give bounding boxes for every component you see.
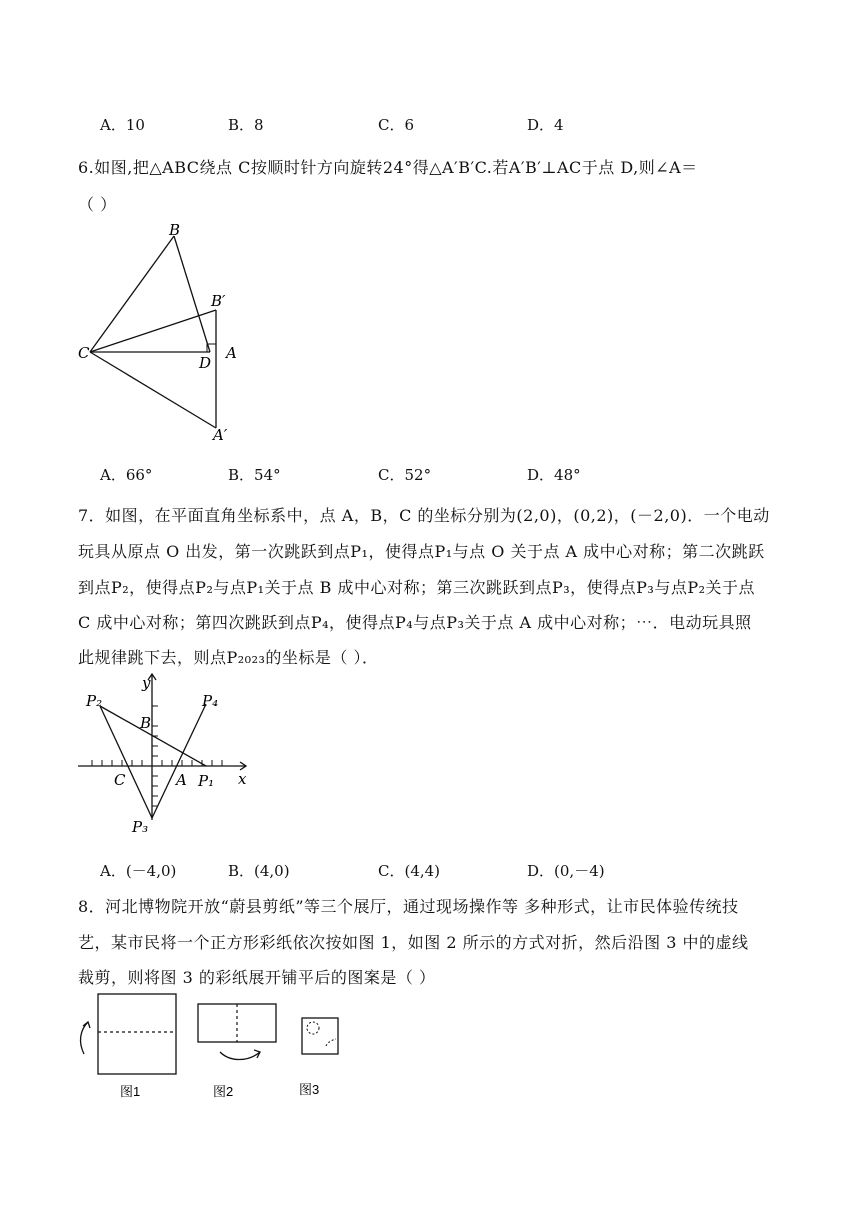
fold-arrow-icon — [220, 1052, 260, 1060]
q7-option-d: D．(0,－4) — [527, 862, 605, 880]
q6-label-c: C — [78, 344, 90, 362]
q5-option-c: C．6 — [378, 116, 415, 134]
q8-stem-line2: 艺，某市民将一个正方形彩纸依次按如图 1，如图 2 所示的方式对折，然后沿图 3 中的虚线 — [78, 933, 749, 952]
q7-label-p2: P₂ — [86, 692, 103, 710]
q6-option-c: C．52° — [378, 466, 432, 484]
q6-option-a: A．66° — [100, 466, 153, 484]
q7-stem-line3: 到点P₂，使得点P₂与点P₁关于点 B 成中心对称；第三次跳跃到点P₃，使得点P₃与点P₂关于点 — [78, 578, 756, 597]
q6-stem-line1: 6.如图,把△ABC绕点 C按顺时针方向旋转24°得△A′B′C.若A′B′⊥AC于点 D,则∠A＝ — [78, 158, 698, 177]
q8-figure-1 — [81, 994, 176, 1074]
q7-label-p1: P₁ — [198, 772, 215, 790]
q7-stem-line1: 7．如图，在平面直角坐标系中，点 A，B，C 的坐标分别为(2,0)，(0,2)，(－2,0)．一个电动 — [78, 506, 770, 525]
q6-stem-line2: （ ） — [78, 195, 117, 214]
q7-label-y: y — [142, 674, 151, 692]
q6-label-b: B — [169, 221, 181, 239]
q7-label-x: x — [238, 770, 247, 788]
q7-stem-line5: 此规律跳下去，则点P₂₀₂₃的坐标是（ ）． — [78, 648, 379, 667]
q7-label-b: B — [140, 714, 152, 732]
fold-arrow-icon — [81, 1022, 88, 1054]
q7-option-b: B．(4,0) — [228, 862, 290, 880]
q6-label-a-prime: A′ — [213, 426, 228, 444]
q6-label-a: A — [226, 344, 237, 362]
q6-label-b-prime: B′ — [211, 292, 226, 310]
q7-option-a: A．(－4,0) — [100, 862, 177, 880]
q8-caption-2: 图2 — [213, 1084, 234, 1099]
q8-stem-line1: 8．河北博物院开放“蔚县剪纸”等三个展厅，通过现场操作等 多种形式，让市民体验传统技 — [78, 897, 739, 916]
q8-stem-line3: 裁剪，则将图 3 的彩纸展开铺平后的图案是（ ） — [78, 968, 436, 987]
q7-coordinate-figure — [70, 670, 270, 845]
q5-option-a: A．10 — [100, 116, 145, 134]
q7-label-c: C — [114, 771, 126, 789]
q5-option-d: D．4 — [527, 116, 564, 134]
q7-stem-line4: C 成中心对称；第四次跳跃到点P₄，使得点P₄与点P₃关于点 A 成中心对称；⋯．电动玩具照 — [78, 613, 752, 632]
q5-option-b: B．8 — [228, 116, 264, 134]
q6-label-d: D — [199, 354, 212, 372]
q7-option-c: C．(4,4) — [378, 862, 441, 880]
q7-label-p3: P₃ — [132, 818, 149, 836]
q8-figure-2 — [198, 1004, 276, 1060]
q8-caption-1: 图1 — [120, 1084, 141, 1099]
q7-label-p4: P₄ — [202, 692, 219, 710]
q8-folding-figures — [70, 986, 360, 1106]
q6-figure — [70, 218, 270, 448]
q7-label-a: A — [176, 771, 187, 789]
q8-caption-3: 图3 — [299, 1082, 320, 1097]
q7-stem-line2: 玩具从原点 O 出发，第一次跳跃到点P₁，使得点P₁与点 O 关于点 A 成中心对称；第二次跳跃 — [78, 542, 765, 561]
q6-option-b: B．54° — [228, 466, 281, 484]
q8-figure-3 — [302, 1018, 338, 1054]
q6-option-d: D．48° — [527, 466, 581, 484]
